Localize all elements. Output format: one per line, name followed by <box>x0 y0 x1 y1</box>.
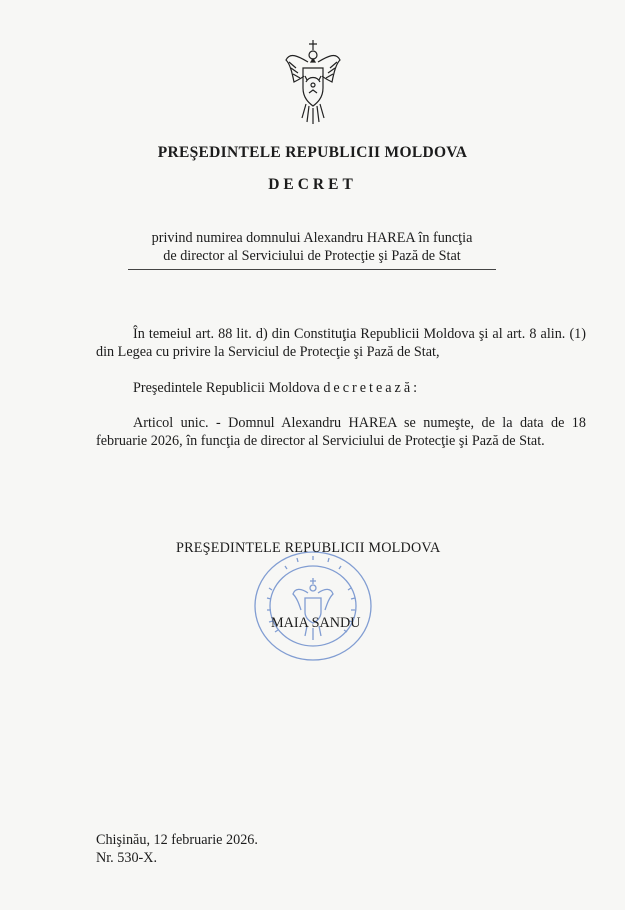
moldova-coat-of-arms-icon <box>284 38 342 130</box>
presidential-seal-icon <box>251 548 375 664</box>
decree-statement-prefix: Preşedintele Republicii Moldova <box>133 380 324 396</box>
place-and-date: Chişinău, 12 februarie 2026. <box>96 832 258 848</box>
decree-issuer-title: PREŞEDINTELE REPUBLICII MOLDOVA <box>157 144 468 161</box>
document-type-title: DECRET <box>268 176 357 193</box>
signatory-name: MAIA SANDU <box>271 615 361 631</box>
single-article-paragraph: Articol unic. - Domnul Alexandru HAREA se numeşte, de la data de 18 februarie 2026, în funcţia de director al Serviciului de Protecţie şi Pază de Stat. <box>96 415 586 449</box>
decree-statement-action: decretează: <box>323 380 421 396</box>
legal-basis-paragraph: În temeiul art. 88 lit. d) din Constituţia Republicii Moldova şi al art. 8 alin. (1) din Legea cu privire la Serviciul de Protecţie şi Pază de Stat, <box>96 326 586 360</box>
decree-subject <box>128 230 496 270</box>
decree-statement-paragraph <box>133 380 586 398</box>
subject-line-1: privind numirea domnului Alexandru HAREA în funcţia <box>151 230 473 246</box>
decree-number: Nr. 530-X. <box>96 850 158 866</box>
subject-line-2: de director al Serviciului de Protecţie şi Pază de Stat <box>163 247 461 264</box>
signature-title: PREŞEDINTELE REPUBLICII MOLDOVA <box>176 540 441 556</box>
